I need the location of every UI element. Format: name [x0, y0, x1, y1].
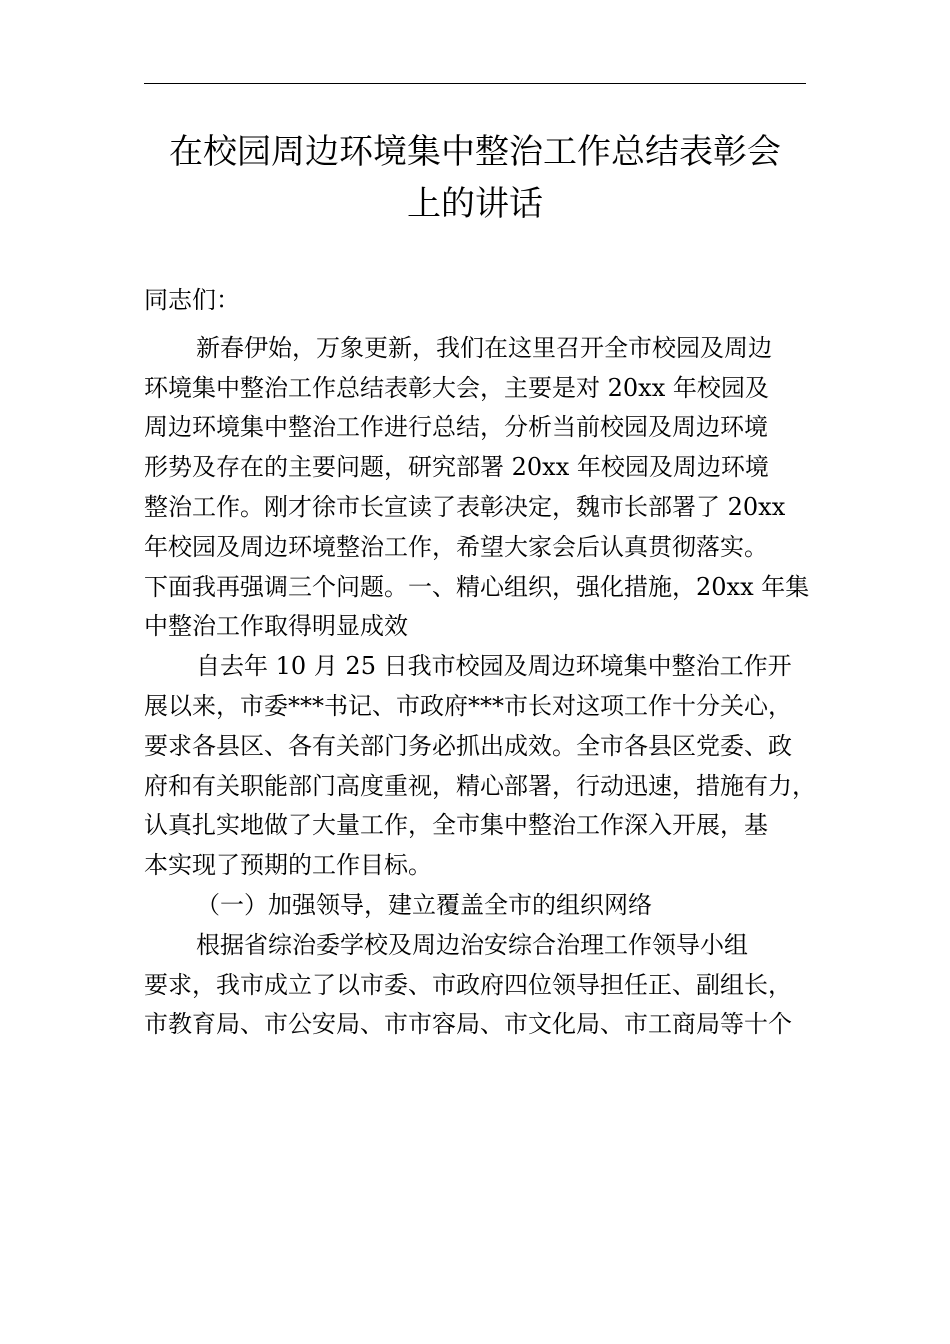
text-line: 本实现了预期的工作目标。 — [144, 851, 432, 880]
header-rule — [144, 83, 806, 84]
title-line: 在校园周边环境集中整治工作总结表彰会 — [169, 132, 781, 172]
text-line: 年校园及周边环境整治工作，希望大家会后认真贯彻落实。 — [144, 532, 768, 561]
text-line: 要求各县区、各有关部门务必抓出成效。全市各县区党委、政 — [144, 731, 792, 760]
title-line: 上的讲话 — [407, 184, 543, 224]
document-title — [144, 126, 806, 230]
text-line: 认真扎实地做了大量工作，全市集中整治工作深入开展，基 — [144, 811, 768, 840]
text-line: 整治工作。刚才徐市长宣读了表彰决定，魏市长部署了 20xx — [144, 492, 786, 521]
paragraph-intro — [144, 329, 810, 647]
text-line: 要求，我市成立了以市委、市政府四位领导担任正、副组长， — [144, 970, 792, 999]
document-body — [144, 281, 816, 1045]
text-line: 根据省综治委学校及周边治安综合治理工作领导小组 — [196, 930, 748, 959]
text-line: 新春伊始，万象更新，我们在这里召开全市校园及周边 — [196, 333, 772, 362]
text-line: 府和有关职能部门高度重视，精心部署，行动迅速，措施有力， — [144, 771, 816, 800]
text-line: 环境集中整治工作总结表彰大会，主要是对 20xx 年校园及 — [144, 373, 769, 402]
text-line: （一）加强领导，建立覆盖全市的组织网络 — [196, 890, 652, 919]
text-line: 中整治工作取得明显成效 — [144, 612, 408, 641]
salutation: 同志们： — [144, 286, 240, 314]
text-line: 展以来，市委***书记、市政府***市长对这项工作十分关心， — [144, 691, 792, 720]
text-line: 周边环境集中整治工作进行总结，分析当前校园及周边环境 — [144, 413, 768, 442]
text-line: 形势及存在的主要问题，研究部署 20xx 年校园及周边环境 — [144, 453, 769, 482]
paragraph-progress — [144, 647, 816, 886]
text-line: 自去年 10 月 25 日我市校园及周边环境集中整治工作开 — [196, 652, 792, 681]
text-line: 市教育局、市公安局、市市容局、市文化局、市工商局等十个 — [144, 1010, 792, 1039]
section-heading — [144, 886, 806, 926]
paragraph-organization — [144, 926, 806, 1045]
text-line: 下面我再强调三个问题。一、精心组织，强化措施，20xx 年集 — [144, 572, 810, 601]
